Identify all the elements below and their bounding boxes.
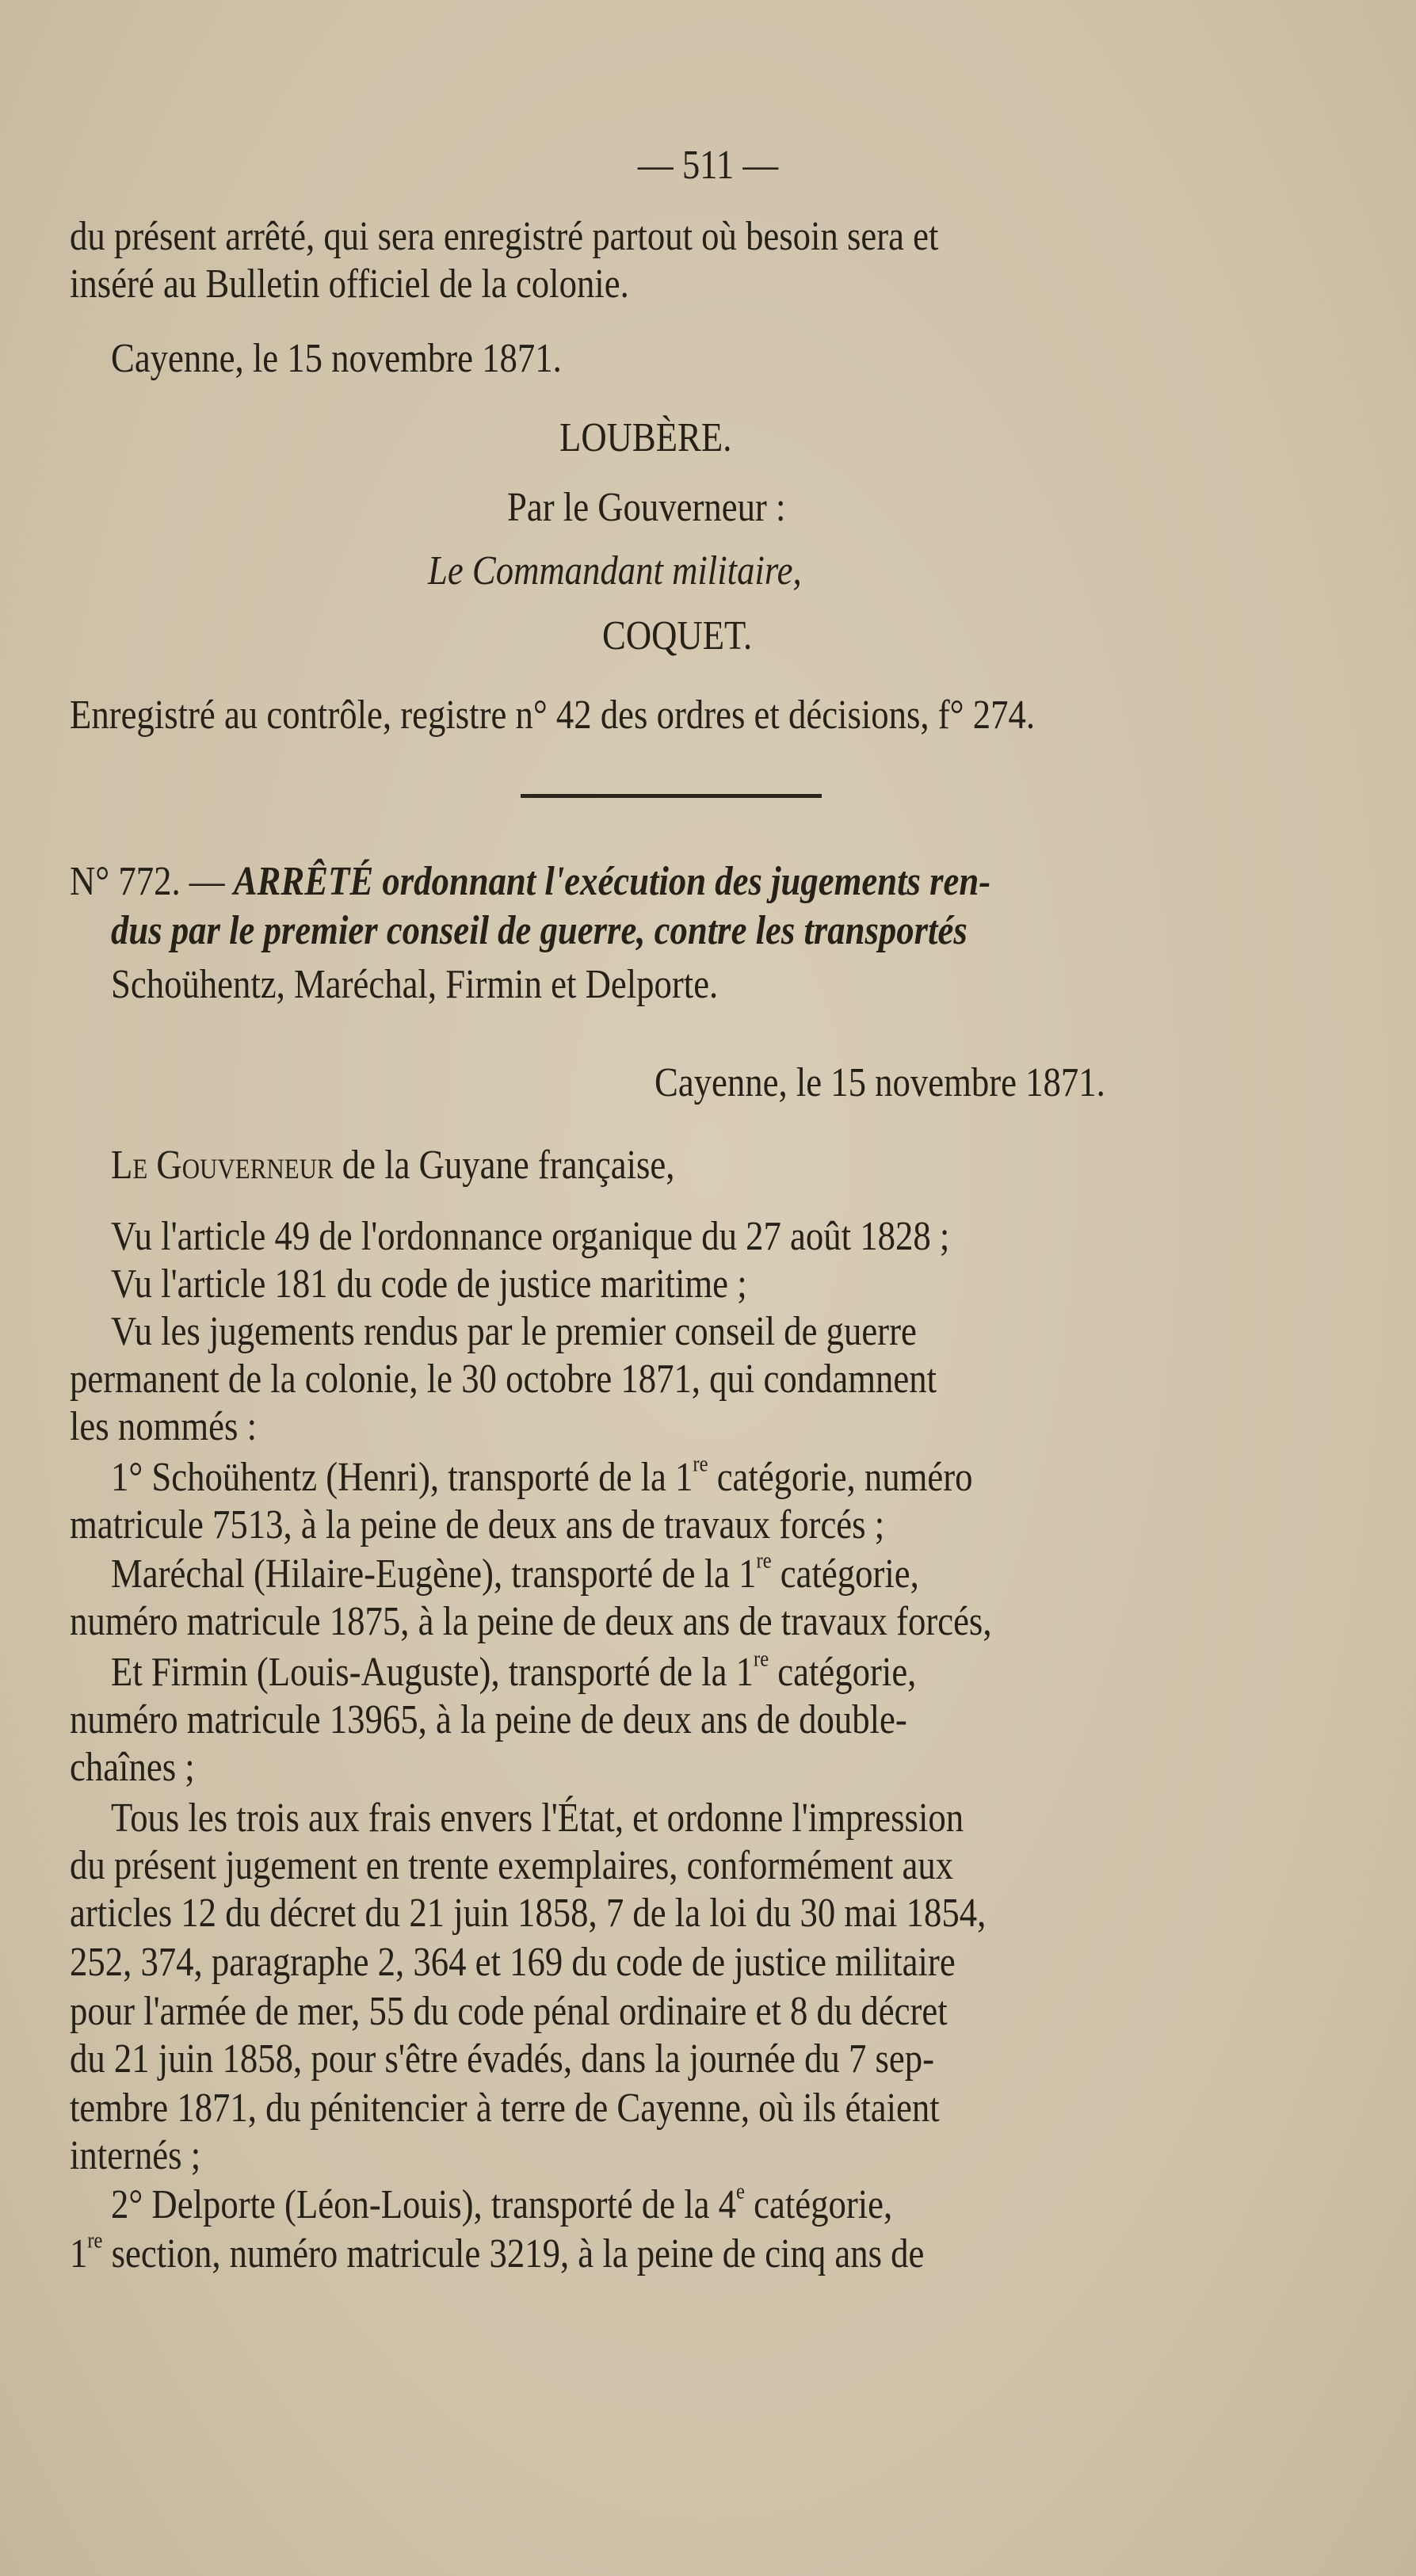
text-line: du présent jugement en trente exemplaires, conformément aux: [70, 1843, 954, 1888]
text-part: catégorie,: [769, 1650, 917, 1695]
text-part: section, numéro matricule 3219, à la peine de cinq ans de: [102, 2231, 925, 2276]
text-line: permanent de la colonie, le 30 octobre 1871, qui condamnent: [70, 1357, 937, 1402]
superscript: e: [736, 2179, 745, 2204]
text-line: numéro matricule 13965, à la peine de deux ans de double-: [70, 1697, 907, 1742]
text-line: du présent arrêté, qui sera enregistré partout où besoin sera et: [70, 214, 939, 259]
text-part: 1: [70, 2231, 88, 2276]
text-part: 1° Schoühentz (Henri), transporté de la 1: [111, 1455, 693, 1500]
text-line: matricule 7513, à la peine de deux ans de travaux forcés ;: [70, 1502, 885, 1548]
signatory: LOUBÈRE.: [559, 415, 732, 460]
superscript: re: [693, 1452, 708, 1477]
text-part: catégorie,: [771, 1551, 919, 1597]
decree-title-line: [70, 857, 990, 906]
text-line: pour l'armée de mer, 55 du code pénal ordinaire et 8 du décret: [70, 1989, 948, 2034]
text-line: 252, 374, paragraphe 2, 364 et 169 du code de justice militaire: [70, 1940, 956, 1985]
governor-lead: Le Gouverneur: [111, 1143, 334, 1188]
registration-note: Enregistré au contrôle, registre n° 42 des ordres et décisions, f° 274.: [70, 693, 1036, 738]
text-part: Et Firmin (Louis-Auguste), transporté de la 1: [111, 1650, 754, 1695]
countersignatory: COQUET.: [602, 613, 753, 658]
separator-rule: [521, 794, 822, 798]
decree-title: ARRÊTÉ ordonnant l'exécution des jugements ren-: [233, 859, 991, 904]
text-line: Vu les jugements rendus par le premier conseil de guerre: [111, 1309, 917, 1354]
military-commander: Le Commandant militaire,: [428, 548, 802, 593]
text-line: Tous les trois aux frais envers l'État, et ordonne l'impression: [111, 1796, 964, 1841]
text-part: catégorie, numéro: [708, 1455, 973, 1500]
superscript: re: [756, 1548, 772, 1574]
text-part: Maréchal (Hilaire-Eugène), transporté de la 1: [111, 1551, 757, 1597]
text-line: Vu l'article 181 du code de justice maritime ;: [111, 1261, 747, 1307]
text-line: numéro matricule 1875, à la peine de deux ans de travaux forcés,: [70, 1599, 992, 1644]
text-line: [111, 1648, 916, 1697]
text-line: tembre 1871, du pénitencier à terre de Cayenne, où ils étaient: [70, 2086, 940, 2131]
text-part: catégorie,: [744, 2182, 893, 2227]
text-line: Vu l'article 49 de l'ordonnance organique du 27 août 1828 ;: [111, 1214, 950, 1259]
text-line: les nommés :: [70, 1404, 258, 1449]
superscript: re: [87, 2228, 103, 2254]
text-line: internés ;: [70, 2133, 201, 2178]
page-number: — 511 —: [637, 143, 779, 188]
text-part: 2° Delporte (Léon-Louis), transporté de la 4: [111, 2182, 737, 2227]
decree-title-line: Schoühentz, Maréchal, Firmin et Delporte.: [111, 962, 719, 1007]
text-line: [111, 1550, 919, 1599]
place-date: Cayenne, le 15 novembre 1871.: [111, 336, 562, 381]
text-line: chaînes ;: [70, 1745, 195, 1790]
decree-title-line: dus par le premier conseil de guerre, contre les transportés: [111, 908, 968, 953]
governor-line: [111, 1141, 674, 1190]
governor-rest: de la Guyane française,: [333, 1143, 675, 1188]
superscript: re: [754, 1647, 769, 1672]
text-line: [70, 2230, 924, 2279]
text-line: inséré au Bulletin officiel de la colonie.: [70, 261, 629, 307]
text-line: [111, 2181, 892, 2230]
by-governor: Par le Gouverneur :: [507, 485, 786, 530]
decree-date: Cayenne, le 15 novembre 1871.: [655, 1060, 1105, 1105]
decree-number: N° 772. —: [70, 859, 234, 904]
text-line: [111, 1453, 973, 1502]
text-line: articles 12 du décret du 21 juin 1858, 7 de la loi du 30 mai 1854,: [70, 1891, 987, 1936]
text-line: du 21 juin 1858, pour s'être évadés, dans la journée du 7 sep-: [70, 2036, 935, 2082]
